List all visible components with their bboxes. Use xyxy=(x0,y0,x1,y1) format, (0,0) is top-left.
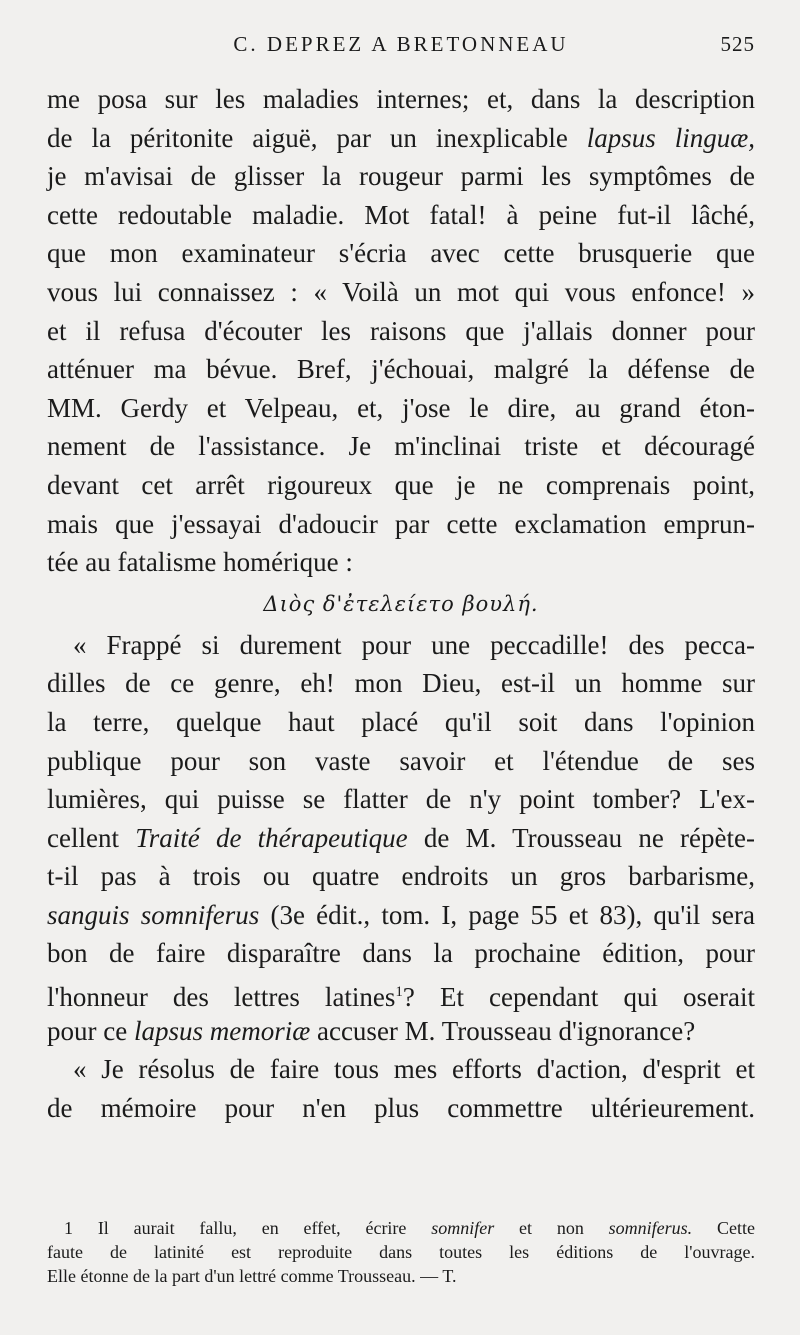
italic-word: somnifer xyxy=(431,1218,495,1238)
footnote-line: Elle étonne de la part d'un lettré comme Trousseau. — T. xyxy=(47,1266,457,1286)
text-span: et non xyxy=(494,1218,609,1238)
text-line: lumières, qui puisse se flatter de n'y point tomber? L'ex- xyxy=(47,784,755,815)
text-span: pour ce xyxy=(47,1015,134,1046)
body-text xyxy=(47,80,755,1127)
text-line: me posa sur les maladies internes; et, dans la description xyxy=(47,84,755,114)
text-line xyxy=(47,973,755,1012)
text-span: de la péritonite aiguë, par un inexplicable xyxy=(47,122,587,153)
text-line: que mon examinateur s'écria avec cette brusquerie que xyxy=(47,238,755,269)
greek-quotation: Διὸς δ'ἐτελείετο βουλή. xyxy=(263,591,539,616)
footnote-line xyxy=(47,1216,755,1240)
text-line: et il refusa d'écouter les raisons que j'allais donner pour xyxy=(47,315,755,346)
running-head-title: C. DEPREZ A BRETONNEAU xyxy=(233,32,569,56)
text-line: mais que j'essayai d'adoucir par cette exclamation emprun- xyxy=(47,508,755,539)
text-span: Cette xyxy=(692,1218,755,1238)
text-span: cellent xyxy=(47,822,136,853)
text-line xyxy=(47,1012,755,1051)
text-line: t-il pas à trois ou quatre endroits un gros barbarisme, xyxy=(47,861,755,892)
text-line: publique pour son vaste savoir et l'étendue de ses xyxy=(47,745,755,776)
text-line: tée au fatalisme homérique : xyxy=(47,547,353,578)
italic-phrase: sanguis somniferus xyxy=(47,899,260,930)
text-line: je m'avisai de glisser la rougeur parmi les symptômes de xyxy=(47,161,755,192)
text-line: atténuer ma bévue. Bref, j'échouai, malgré la défense de xyxy=(47,354,755,385)
running-head xyxy=(47,32,755,62)
text-line: « Je résolus de faire tous mes efforts d'action, d'esprit et xyxy=(73,1054,755,1085)
text-line xyxy=(47,119,755,158)
text-span: (3e édit., tom. I, page 55 et 83), qu'il sera xyxy=(259,899,755,930)
text-span: de M. Trousseau ne répète- xyxy=(407,822,755,853)
italic-phrase: lapsus memoriæ xyxy=(133,1015,311,1046)
text-line: de mémoire pour n'en plus commettre ultérieurement. xyxy=(47,1092,755,1123)
footnote xyxy=(47,1216,755,1288)
text-span: 1 Il aurait fallu, en effet, écrire xyxy=(64,1218,432,1238)
text-span: ? Et cependant qui oserait xyxy=(402,982,755,1013)
page-number: 525 xyxy=(720,32,755,56)
text-line: devant cet arrêt rigoureux que je ne comprenais point, xyxy=(47,469,755,500)
italic-word: somniferus. xyxy=(608,1218,693,1238)
text-line: vous lui connaissez : « Voilà un mot qui vous enfonce! » xyxy=(47,276,755,307)
footnote-marker: 1 xyxy=(395,984,403,1001)
text-span: accuser M. Trousseau d'ignorance? xyxy=(310,1015,696,1046)
text-line: dilles de ce genre, eh! mon Dieu, est-il un homme sur xyxy=(47,668,755,699)
text-line: « Frappé si durement pour une peccadille! des pecca- xyxy=(73,629,755,660)
text-line xyxy=(47,896,755,935)
text-line: MM. Gerdy et Velpeau, et, j'ose le dire, au grand éton- xyxy=(47,392,755,423)
text-line: la terre, quelque haut placé qu'il soit dans l'opinion xyxy=(47,706,755,737)
text-line: cette redoutable maladie. Mot fatal! à peine fut-il lâché, xyxy=(47,199,755,230)
italic-phrase: lapsus linguæ, xyxy=(586,122,755,153)
footnote-line: faute de latinité est reproduite dans toutes les éditions de l'ouvrage. xyxy=(47,1242,755,1262)
text-line: nement de l'assistance. Je m'inclinai triste et découragé xyxy=(47,431,755,462)
text-span: l'honneur des lettres latines xyxy=(47,982,396,1013)
text-line: bon de faire disparaître dans la prochaine édition, pour xyxy=(47,938,755,969)
italic-title: Traité de thérapeutique xyxy=(135,822,408,853)
text-line xyxy=(47,819,755,858)
